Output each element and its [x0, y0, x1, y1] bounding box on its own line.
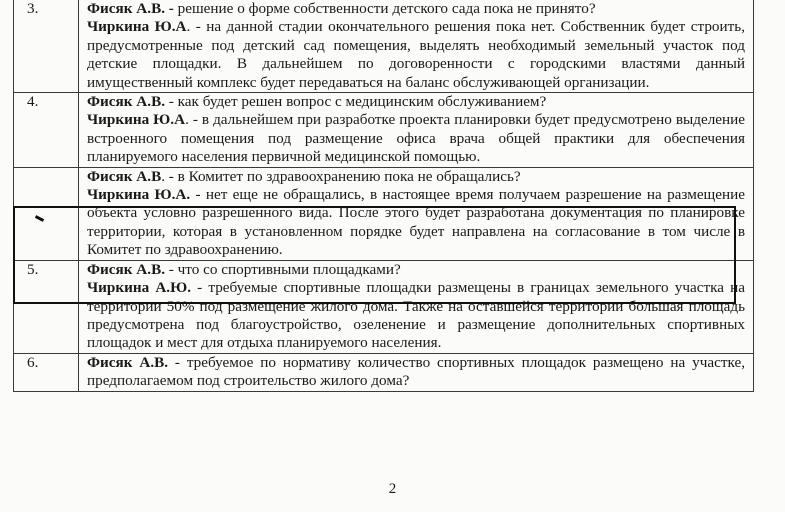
speaker-text: . - в дальнейшем при разработке проекта планировки будет предусмотрено выделение встроенного помещения под размещение офиса врача общей практики для обеспечения планируемого населения первичной медицинской помощью.	[87, 111, 746, 166]
row-number: 4.	[14, 93, 79, 168]
speaker-text: решение о форме собственности детского сада пока не принято?	[173, 0, 596, 17]
speaker-text: - нет еще не обращались, в настоящее время получаем разрешение на размещение объекта условно разрешенного вида. После этого будет разработана документация по планировке территории, которая в установленном порядке будет направлена на согласование в том числе в Комитет по здравоохранению.	[87, 186, 745, 259]
speaker-line	[87, 18, 745, 92]
table-row	[14, 93, 754, 168]
speaker-line	[87, 279, 745, 353]
table-row	[14, 260, 754, 353]
row-text	[79, 0, 754, 93]
page-number: 2	[388, 481, 397, 497]
row-number: 6.	[14, 353, 79, 391]
row-text	[79, 260, 754, 353]
row-text	[79, 93, 754, 168]
table-row	[14, 353, 754, 391]
row-number: 3.	[14, 0, 79, 93]
row-text	[79, 353, 754, 391]
table-row	[14, 0, 754, 93]
speaker-text: - требуемое по нормативу количество спортивных площадок размещено на участке, предполагаемом под строительство жилого дома?	[87, 353, 745, 390]
speaker-line	[87, 111, 745, 166]
speaker-text: . - в Комитет по здравоохранению пока не обращались?	[161, 167, 521, 185]
speaker-line	[87, 261, 745, 279]
speaker-line	[87, 93, 745, 111]
row-number	[14, 167, 79, 260]
speaker-text: . - на данной стадии окончательного решения пока нет. Собственник будет строить, предусмотренные под детский сад помещения, выделять необходимый земельный участок под детские площадки. В дальнейшем по договоренности с городскими властями данный имущественный комплекс будет передаваться на баланс обслуживающей организации.	[87, 18, 745, 91]
speaker-text: - что со спортивными площадками?	[165, 260, 401, 278]
speaker-line	[87, 168, 745, 186]
speaker-name: Фисяк А.В.	[87, 353, 169, 371]
row-text	[79, 167, 754, 260]
speaker-name: Чиркина Ю.А.	[87, 186, 191, 204]
minutes-table	[13, 0, 754, 392]
speaker-line	[87, 354, 745, 391]
speaker-line	[87, 186, 745, 260]
speaker-line	[87, 0, 745, 18]
speaker-name: Чиркина Ю.А	[87, 18, 187, 36]
speaker-name: Чиркина Ю.А	[87, 111, 186, 129]
speaker-name: Чиркина А.Ю.	[87, 279, 192, 297]
speaker-text: - требуемые спортивные площадки размещены в границах земельного участка на территории 50% под размещение жилого дома. Также на оставшейся территории большая площадь предусмотрена под благоустройство, озеленение и размещение дополнительных спортивных площадок и мест для отдыха планируемого населения.	[87, 279, 746, 352]
speaker-name: Фисяк А.В	[87, 167, 162, 185]
row-number: 5.	[14, 260, 79, 353]
table-row	[14, 167, 754, 260]
speaker-name: Фисяк А.В. -	[87, 0, 174, 17]
speaker-text: - как будет решен вопрос с медицинским обслуживанием?	[165, 93, 547, 111]
speaker-name: Фисяк А.В.	[87, 93, 165, 111]
speaker-name: Фисяк А.В.	[87, 260, 165, 278]
